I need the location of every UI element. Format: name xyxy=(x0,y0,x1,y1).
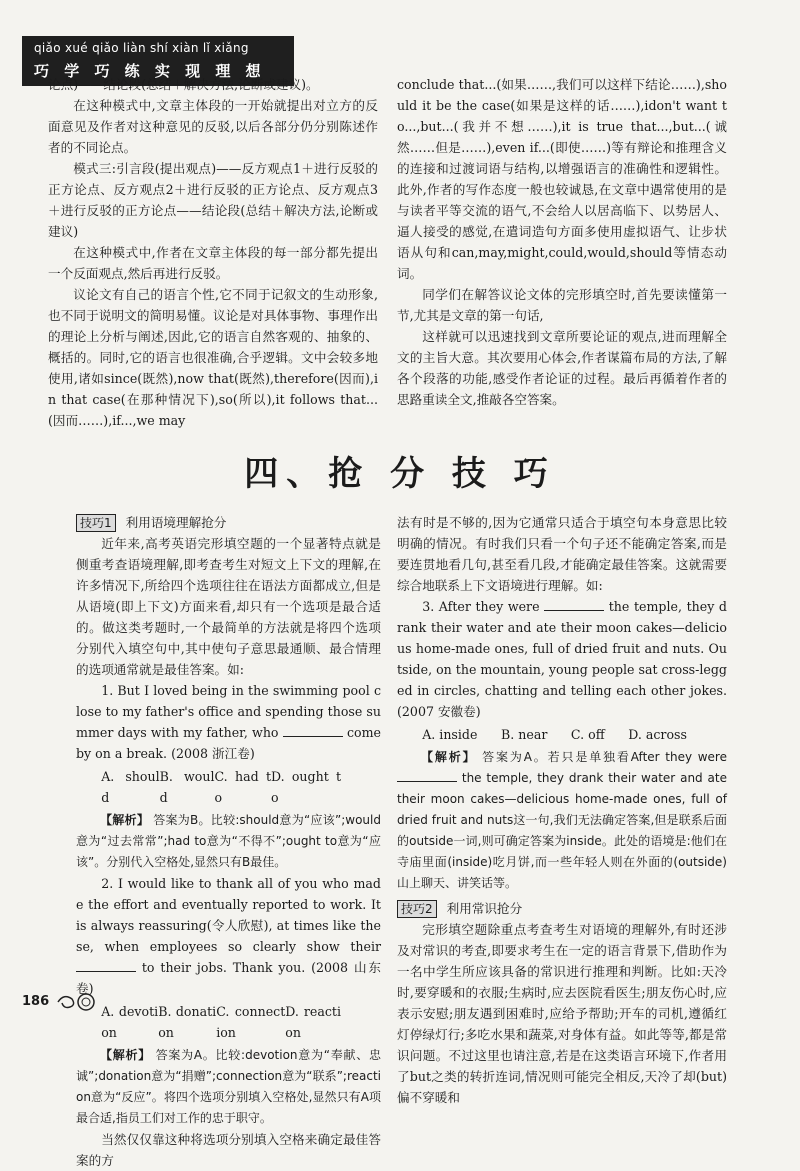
paragraph: 这样就可以迅速找到文章所要论证的观点,进而理解全文的主旨大意。其次要用心体会,作者谋篇布局的方法,了解各个段落的功能,感受作者论证的过程。最后再循着作者的思路重读全文,推敲各空答案。 xyxy=(397,329,727,407)
q3-stem-b: the temple, they drank their water and ate their moon cakes—delicious home-made ones, full of dried fruit and nuts. Outside, on the mountain, young people sat cross-legged in circles, chatting and telling each other jokes. (2007 安徽卷) xyxy=(397,599,727,719)
answer-blank xyxy=(397,771,457,782)
q2-option: C. connection xyxy=(216,1004,286,1040)
paragraph: 在这种模式中,文章主体段的一开始就提出对立方的反面意见及作者对这种意见的反驳,以后各部分仍分别陈述作者的不同论点。 xyxy=(48,98,378,155)
upper-right-column xyxy=(397,74,727,410)
q3-options xyxy=(397,724,727,745)
q1-analysis xyxy=(76,810,381,873)
continuation-paragraph: 法有时是不够的,因为它通常只适合于填空句本身意思比较明确的情况。有时我们只看一个句子还不能确定答案,而是要连贯地看几句,甚至看几段,才能确定最佳答案。这就需要综合地联系上下文语境进行理解。如: xyxy=(397,515,727,593)
paragraph: 论点)——结论段(总结＋解决方法,论断或建议)。 xyxy=(48,77,319,92)
q2-options xyxy=(76,1001,381,1043)
q1-stem-a: 1. But I loved being in the swimming pool close to my father's office and spending those summer days with my father, who xyxy=(76,683,381,740)
paragraph: 模式三:引言段(提出观点)——反方观点1＋进行反驳的正方论点、反方观点2＋进行反驳的正方论点、反方观点3＋进行反驳的正方论点——结论段(总结＋解决方法,论断或建议) xyxy=(48,161,378,239)
paragraph: 在这种模式中,作者在文章主体段的每一部分都先提出一个反面观点,然后再进行反驳。 xyxy=(48,245,378,281)
q1-option: C. had to xyxy=(214,769,272,805)
q3-option: D. across xyxy=(628,727,687,742)
header-title: 巧 学 巧 练 实 现 理 想 xyxy=(34,62,266,80)
q2-option: A. devotion xyxy=(101,1004,159,1040)
q1-options xyxy=(76,766,381,808)
q2-option: D. reaction xyxy=(285,1004,341,1040)
q1-stem-b: come by on a break. (2008 浙江卷) xyxy=(76,725,381,761)
q2-stem-b: to their jobs. Thank you. (2008 山东卷) xyxy=(76,960,381,996)
tip1-badge: 技巧1 xyxy=(76,514,116,532)
tip1-heading xyxy=(76,512,381,533)
analysis-label: 【解析】 xyxy=(100,1048,152,1062)
question-1 xyxy=(76,680,381,764)
analysis-label: 【解析】 xyxy=(100,813,150,827)
paragraph: 同学们在解答议论文体的完形填空时,首先要读懂第一节,尤其是文章的第一句话, xyxy=(397,287,727,323)
q1-option: D. ought to xyxy=(271,769,342,805)
lower-right-column xyxy=(397,512,727,1108)
q2-stem-a: 2. I would like to thank all of you who made the effort and eventually reported to work. It is always reassuring(令人欣慰), at times like these, when employees so clearly show their xyxy=(76,876,381,954)
tip2-body: 完形填空题除重点考查考生对语境的理解外,有时还涉及对常识的考查,即要求考生在一定的语言背景下,借助作为一名中学生所应该具备的常识进行推理和判断。比如:天冷时,要穿暖和的衣服;生病时,应去医院看医生;朋友伤心时,应表示安慰;朋友遇到困难时,应给予帮助;开车的司机,遵循红灯停绿灯行;多吃水果和蔬菜,对身体有益。如此等等,都是常识问题。不过这里也请注意,若是在这类语言环境下,作者用了but之类的转折连词,情况则可能完全相反,天冷了却(but)偏不穿暖和 xyxy=(397,922,727,1105)
tip2-heading xyxy=(397,898,727,919)
tip1-tail: 当然仅仅靠这种将选项分别填入空格来确定最佳答案的方 xyxy=(76,1132,381,1168)
footer-logo-icon xyxy=(56,991,104,1013)
analysis-label: 【解析】 xyxy=(421,750,477,764)
q2-analysis xyxy=(76,1045,381,1129)
answer-blank xyxy=(544,600,604,611)
section-title: 四、抢 分 技 巧 xyxy=(244,454,556,494)
analysis-text: 答案为A。比较:devotion意为“奉献、忠诚”;donation意为“捐赠”;connection意为“联系”;reaction意为“反应”。将四个选项分别填入空格处,显然只有A项最合适,指员工们对工作的忠于职守。 xyxy=(76,1048,381,1125)
q1-option: B. would xyxy=(159,769,215,805)
analysis-text: the temple, they drank their water and ate their moon cakes—delicious home-made ones, full of dried fruit and nuts这一句,我们无法确定答案,但是联系后面的outside一词,则可确定答案为inside。此处的语境是:他们在寺庙里面(inside)吃月饼,而一些年轻人则在外面的(outside)山上聊天、讲笑话等。 xyxy=(397,771,727,890)
paragraph: conclude that...(如果……,我们可以这样下结论……),should it be the case(如果是这样的话……),idon't want to...,but...(我并不想……),it is true that...,but...(诚然……但是……),even if...(即使……)等有辩论和推理含义的连接和过渡词语与结构,以增强语言的准确性和逻辑性。此外,作者的写作态度一般也较诚恳,在文章中遇常使用的是与读者平等交流的语气,不会给人以居高临下、以势居人、逼人接受的感觉,在遣词造句方面多使用虚拟语气、让步状语从句和can,may,might,could,would,should等情态动词。 xyxy=(397,77,727,281)
q3-stem-a: 3. After they were xyxy=(422,599,540,614)
analysis-text: 答案为B。比较:should意为“应该”;would意为“过去常常”;had to意为“不得不”;ought to意为“应该”。分别代入空格处,显然只有B最佳。 xyxy=(76,813,381,869)
tip2-badge: 技巧2 xyxy=(397,900,437,918)
question-2 xyxy=(76,873,381,999)
analysis-text: 答案为A。若只是单独看After they were xyxy=(482,750,727,764)
q3-analysis xyxy=(397,747,727,894)
tip2-title: 利用常识抢分 xyxy=(446,901,523,916)
answer-blank xyxy=(76,961,136,972)
answer-blank xyxy=(283,726,343,737)
question-3 xyxy=(397,596,727,722)
tip1-title: 利用语境理解抢分 xyxy=(125,515,227,530)
q1-option: A. should xyxy=(101,769,160,805)
header-pinyin: qiǎo xué qiǎo liàn shí xiàn lǐ xiǎng xyxy=(34,41,249,55)
lower-left-column xyxy=(76,512,381,1171)
q3-option: B. near xyxy=(501,727,548,742)
q2-option: B. donation xyxy=(158,1004,217,1040)
q3-option: A. inside xyxy=(422,727,478,742)
page-number: 186 xyxy=(22,994,50,1009)
paragraph: 议论文有自己的语言个性,它不同于记叙文的生动形象,也不同于说明文的简明易懂。议论是对具体事物、事理作出的理论上分析与阐述,因此,它的语言自然客观的、抽象的、概括的。同时,它的语言也很准确,合乎逻辑。文中会较多地使用,诸如since(既然),now that(既然),therefore(因而),in that case(在那种情况下),so(所以),it follows that...(因而……),if...,we may xyxy=(48,287,378,428)
q3-option: C. off xyxy=(570,727,605,742)
upper-left-column xyxy=(48,74,378,431)
tip1-intro: 近年来,高考英语完形填空题的一个显著特点就是侧重考查语境理解,即考查考生对短文上下文的理解,在许多情况下,所给四个选项往往在语法方面都成立,但是从语境(即上下文)方面来看,却只有一个选项是最合适的。做这类考题时,一个最简单的方法就是将四个选项分别代入填空句中,其中使句子意思最通顺、最合情理的选项通常就是最佳答案。如: xyxy=(76,536,381,677)
